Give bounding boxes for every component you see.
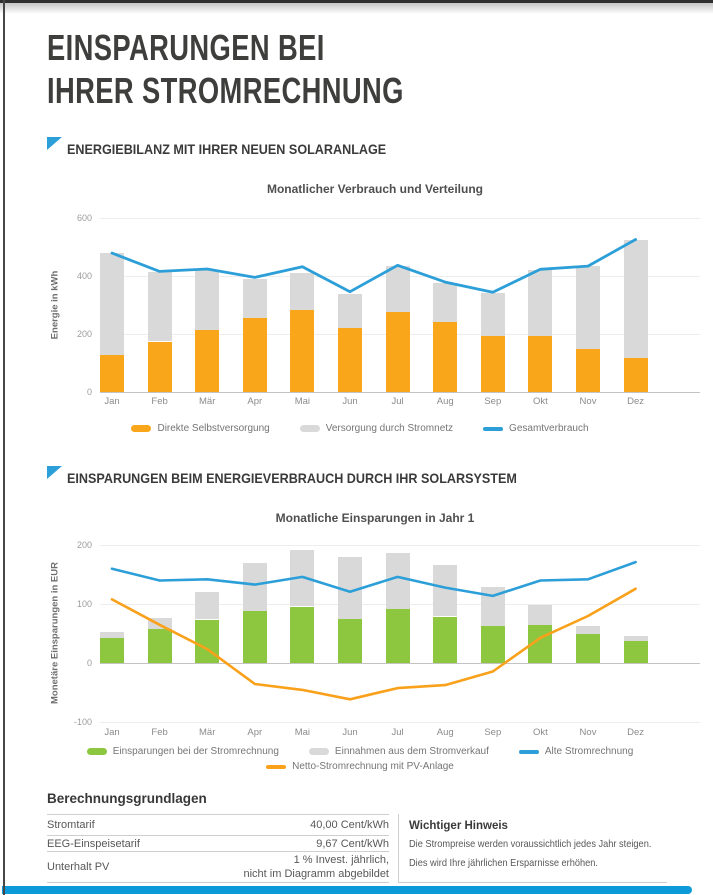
- table-row: [47, 815, 389, 836]
- row-label: Stromtarif: [47, 819, 95, 831]
- bar-segment: [100, 638, 124, 663]
- y-tick-label: 0: [86, 658, 92, 669]
- bar-segment: [433, 565, 457, 616]
- section-heading: ENERGIEBILANZ MIT IHRER NEUEN SOLARANLAGE: [67, 141, 387, 157]
- chart1-title: Monatlicher Verbrauch und Verteilung: [266, 182, 484, 196]
- month-label: Jun: [342, 727, 358, 738]
- legend-row: [70, 761, 650, 772]
- bar-segment: [243, 563, 267, 611]
- month-label: Dez: [627, 727, 645, 738]
- grid-line: [100, 545, 700, 546]
- legend-label: Direkte Selbstversorgung: [157, 423, 270, 434]
- wichtiger-hinweis-box: [409, 820, 709, 870]
- y-tick-label: 600: [76, 213, 92, 223]
- month-label: Jul: [391, 396, 404, 407]
- month-label: Feb: [151, 727, 168, 738]
- grid-line: [100, 722, 700, 723]
- row-value: [243, 853, 389, 881]
- row-value-line1: 1 % Invest. jährlich,: [293, 854, 389, 866]
- bar-segment: [100, 632, 124, 638]
- section-heading: EINSPARUNGEN BEIM ENERGIEVERBRAUCH DURCH IHR SOLARSYSTEM: [67, 470, 517, 486]
- bar-segment: [148, 618, 172, 629]
- trend-line: [112, 562, 636, 596]
- left-border-line: [3, 0, 5, 895]
- legend-item: [309, 746, 489, 757]
- bar-segment: [528, 625, 552, 663]
- row-label: Unterhalt PV: [47, 861, 110, 873]
- month-label: Okt: [533, 727, 548, 738]
- row-label: EEG-Einspeisetarif: [47, 837, 140, 850]
- month-label: Jul: [391, 727, 404, 738]
- legend-label: Alte Stromrechnung: [544, 746, 634, 757]
- bottom-accent-bar: [2, 886, 692, 894]
- legend-label: Einnahmen aus dem Stromverkauf: [334, 746, 489, 757]
- berechnungsgrundlagen-heading: Berechnungsgrundlagen: [47, 791, 207, 806]
- month-label: Okt: [533, 396, 548, 407]
- page-title-line1: EINSPARUNGEN BEI: [47, 27, 325, 68]
- month-label: Sep: [484, 727, 502, 738]
- bar-segment: [481, 587, 505, 626]
- bar-segment: [481, 626, 505, 663]
- legend-swatch-icon: [519, 750, 539, 754]
- y-tick-label: -100: [73, 717, 92, 728]
- table-row: [47, 836, 389, 852]
- month-label: Apr: [247, 396, 263, 407]
- bar-segment: [290, 607, 314, 664]
- bar-segment: [338, 619, 362, 663]
- top-shadow-gradient: [0, 3, 713, 14]
- chart1-y-axis-title: Energie in kWh: [49, 270, 61, 340]
- table-vertical-divider: [398, 814, 399, 883]
- trend-line: [112, 589, 636, 700]
- y-tick-label: 100: [76, 599, 92, 610]
- y-tick-label: 0: [86, 387, 92, 397]
- month-label: Sep: [484, 396, 502, 407]
- chart2-legend: [70, 746, 650, 776]
- bar-segment: [576, 634, 600, 664]
- legend-item: [519, 746, 633, 757]
- hinweis-title: Wichtiger Hinweis: [409, 820, 508, 832]
- month-label: Aug: [436, 396, 454, 407]
- bar-segment: [576, 626, 600, 634]
- month-label: Jan: [104, 396, 120, 407]
- month-label: Mär: [199, 727, 216, 738]
- bar-segment: [243, 611, 267, 663]
- bar-segment: [195, 620, 219, 664]
- bar-segment: [148, 629, 172, 663]
- month-label: Jun: [342, 396, 358, 407]
- row-value: 9,67 Cent/kWh: [316, 837, 389, 850]
- legend-label: Einsparungen bei der Stromrechnung: [112, 746, 279, 757]
- bar-segment: [386, 609, 410, 663]
- row-value-line2: nicht im Diagramm abgebildet: [243, 868, 389, 880]
- bar-segment: [386, 553, 410, 609]
- hinweis-line: Die Strompreise werden voraussichtlich jedes Jahr steigen.: [409, 838, 652, 850]
- month-label: Feb: [151, 396, 168, 407]
- legend-swatch-icon: [309, 748, 329, 755]
- bar-segment: [433, 617, 457, 664]
- chart2-y-axis-title: Monetäre Einsparungen in EUR: [49, 562, 61, 704]
- chart2-title: Monatliche Einsparungen in Jahr 1: [275, 511, 475, 525]
- month-label: Nov: [579, 396, 597, 407]
- row-value: 40,00 Cent/kWh: [310, 819, 389, 831]
- y-tick-label: 200: [76, 540, 92, 550]
- berechnungsgrundlagen-table: [47, 814, 389, 883]
- legend-label: Versorgung durch Stromnetz: [325, 423, 454, 434]
- hinweis-bottom-border: [398, 882, 667, 883]
- month-label: Jan: [104, 727, 120, 738]
- legend-swatch-icon: [87, 748, 107, 755]
- month-label: Apr: [247, 727, 263, 738]
- legend-row: [70, 746, 650, 757]
- bar-segment: [528, 605, 552, 625]
- table-row: [47, 852, 389, 883]
- month-label: Mär: [199, 396, 216, 407]
- y-tick-label: 400: [76, 271, 92, 281]
- legend-item: [266, 761, 454, 772]
- legend-item: [87, 746, 279, 757]
- page-title-line2: IHRER STROMRECHNUNG: [47, 70, 404, 111]
- y-tick-label: 200: [76, 329, 92, 339]
- legend-label: Gesamtverbrauch: [509, 423, 589, 434]
- month-label: Nov: [579, 727, 597, 738]
- bar-segment: [290, 550, 314, 606]
- month-label: Mai: [294, 727, 311, 738]
- legend-label: Netto-Stromrechnung mit PV-Anlage: [292, 761, 454, 772]
- bar-segment: [624, 641, 648, 664]
- top-accent-bar: [0, 0, 713, 3]
- legend-swatch-icon: [266, 765, 286, 769]
- hinweis-line: Dies wird Ihre jährlichen Ersparnisse erhöhen.: [409, 857, 599, 869]
- bar-segment: [195, 592, 219, 620]
- month-label: Dez: [627, 396, 645, 407]
- bar-segment: [338, 557, 362, 619]
- month-label: Aug: [436, 727, 454, 738]
- month-label: Mai: [294, 396, 311, 407]
- bar-segment: [624, 636, 648, 641]
